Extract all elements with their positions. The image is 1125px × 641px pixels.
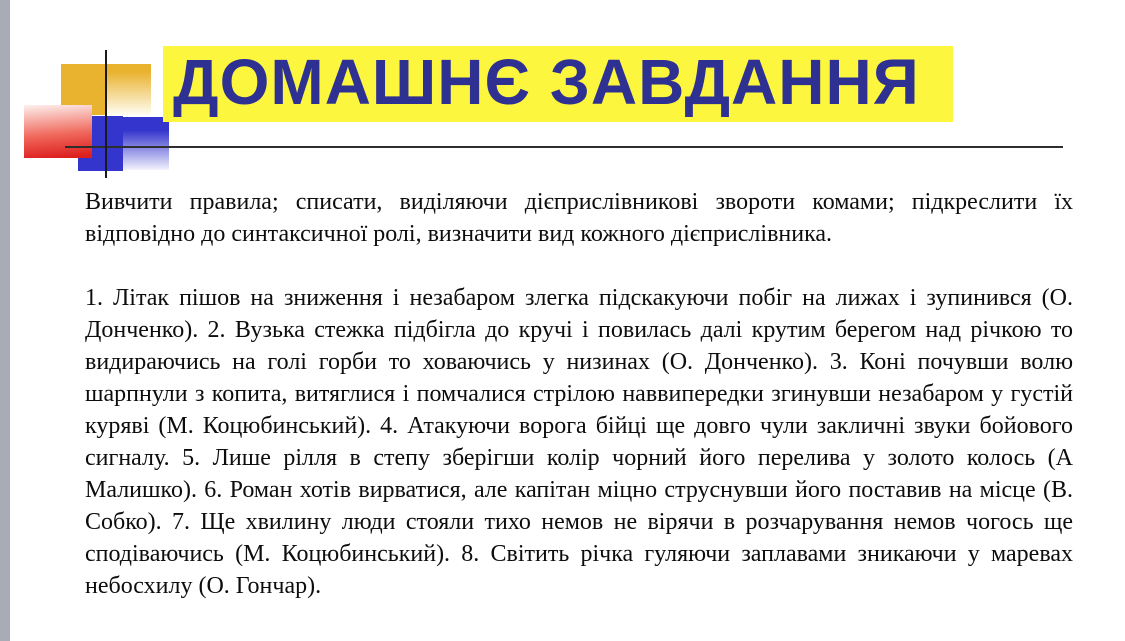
decor-vertical-line	[105, 50, 107, 178]
left-edge-strip	[0, 0, 10, 641]
decor-blue-square-fade	[123, 117, 169, 170]
title-divider-line	[65, 146, 1063, 148]
decor-gold-square-fade	[106, 64, 151, 115]
slide-body	[85, 186, 1073, 602]
instructions-paragraph: Вивчити правила; списати, виділяючи дієприслівникові звороти комами; підкреслити їх відповідно до синтаксичної ролі, визначити вид кожного дієприслівника.	[85, 189, 1073, 247]
slide-title: ДОМАШНЄ ЗАВДАННЯ	[173, 46, 920, 118]
exercise-paragraph: 1. Літак пішов на зниження і незабаром злегка підскакуючи побіг на лижах і зупинився (О. Донченко). 2. Вузька стежка підбігла до кручі і повилась далі крутим берегом над річкою то видираючись на голі горби то ховаючись у низинах (О. Донченко). 3. Коні почувши волю шарпнули з копита, витяглися і помчалися стрілою наввипередки згинувши незабаром у густій куряві (М. Коцюбинський). 4. Атакуючи ворога бійці ще довго чули закличні звуки бойового сигналу. 5. Лише рілля в степу зберігши колір чорний його перелива у золото колось (А Малишко). 6. Роман хотів вирватися, але капітан міцно струснувши його поставив на місце (В. Собко). 7. Ще хвилину люди стояли тихо немов не вірячи в розчарування немов чогось ще сподіваючись (М. Коцюбинський). 8. Світить річка гуляючи заплавами зникаючи у маревах небосхилу (О. Гончар).	[85, 285, 1073, 599]
decor-red-square	[24, 105, 92, 158]
title-highlight-bar	[163, 46, 953, 122]
